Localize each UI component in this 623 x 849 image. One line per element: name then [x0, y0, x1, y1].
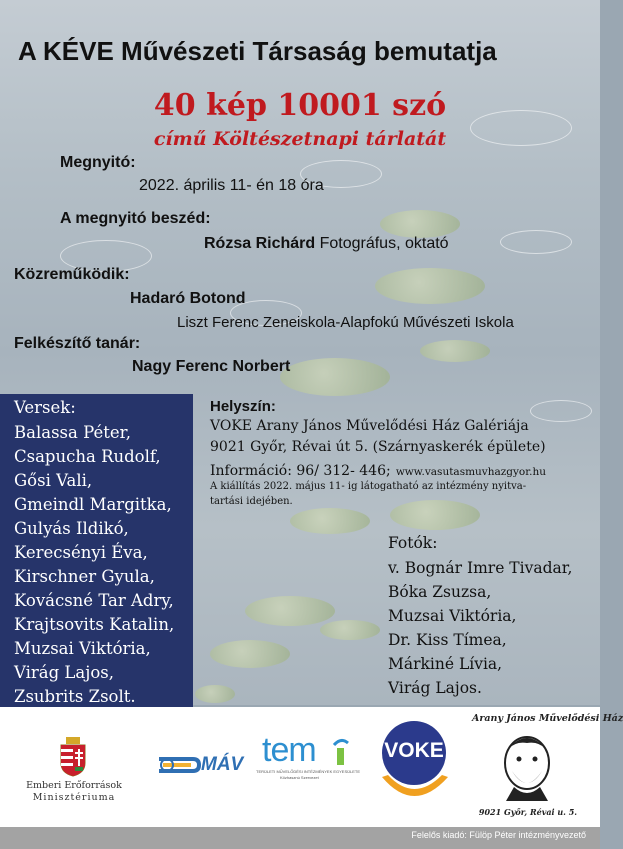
- list-item: Dr. Kiss Tímea,: [388, 631, 507, 649]
- mav-logo: [157, 751, 244, 779]
- page-title: A KÉVE Művészeti Társaság bemutatja: [18, 36, 497, 66]
- list-item: v. Bognár Imre Tivadar,: [388, 559, 573, 577]
- list-item: Csapucha Rudolf,: [14, 447, 161, 466]
- poets-label: Versek:: [14, 398, 76, 417]
- performer-school: Liszt Ferenc Zeneiskola-Alapfokú Művészeti Iskola: [177, 314, 514, 331]
- venue-note-2: tartási idejében.: [210, 496, 293, 507]
- performer-name: Hadaró Botond: [130, 290, 246, 307]
- speech-label: A megnyitó beszéd:: [60, 210, 211, 227]
- temi-subtitle-2: Közhasznú Szervezet: [280, 775, 319, 780]
- opening-label: Megnyitó:: [60, 154, 136, 171]
- list-item: Muzsai Viktória,: [388, 607, 517, 625]
- list-item: Muzsai Viktória,: [14, 639, 151, 658]
- temi-subtitle-1: TERÜLETI MŰVELŐDÉSI INTÉZMÉNYEK EGYESÜLETE: [256, 769, 361, 774]
- teacher-label: Felkészítő tanár:: [14, 335, 141, 352]
- list-item: Gulyás Ildikó,: [14, 519, 129, 538]
- list-item: Gősi Vali,: [14, 471, 93, 490]
- voke-emblem-icon: [372, 719, 456, 807]
- mav-train-icon: [157, 751, 201, 779]
- sponsor-logos: [0, 707, 623, 827]
- speaker-name: Rózsa Richárd: [204, 235, 316, 252]
- list-item: Gmeindl Margitka,: [14, 495, 172, 514]
- venue-address: 9021 Győr, Révai út 5. (Szárnyaskerék épülete): [210, 439, 546, 455]
- emmi-name-line-1: Emberi Erőforrások: [26, 780, 122, 791]
- opening-datetime: 2022. április 11- én 18 óra: [139, 177, 324, 194]
- arany-janos-name: Arany János Művelődési Ház: [472, 713, 623, 724]
- list-item: Bóka Zsuzsa,: [388, 583, 492, 601]
- emmi-name-line-2: Minisztériuma: [32, 792, 116, 803]
- arany-janos-logo: [468, 709, 623, 825]
- temi-label: tem: [262, 731, 316, 769]
- venue-note-1: A kiállítás 2022. május 11- ig látogatható az intézmény nyitva-: [210, 481, 527, 492]
- list-item: Kovácsné Tar Adry,: [14, 591, 174, 610]
- poets-panel: [0, 394, 193, 708]
- footer-bar: [0, 827, 600, 849]
- photographers-label: Fotók:: [388, 534, 438, 552]
- list-item: Zsubrits Zsolt.: [14, 687, 136, 706]
- venue-name: VOKE Arany János Művelődési Ház Galériája: [210, 418, 529, 434]
- teacher-name: Nagy Ferenc Norbert: [132, 358, 291, 375]
- speaker-role: Fotográfus, oktató: [319, 235, 449, 252]
- contrib-label: Közreműködik:: [14, 266, 130, 283]
- mav-label: MÁV: [201, 754, 244, 775]
- voke-label: VOKE: [384, 739, 444, 762]
- list-item: Virág Lajos.: [388, 679, 482, 697]
- voke-logo: [372, 719, 456, 807]
- hungarian-coat-of-arms-icon: [58, 737, 88, 777]
- publisher-note: Felelős kiadó: Fülöp Péter intézményvezető: [411, 830, 586, 840]
- venue-label: Helyszín:: [210, 398, 276, 415]
- list-item: Kerecsényi Éva,: [14, 543, 148, 562]
- list-item: Márkiné Lívia,: [388, 655, 503, 673]
- venue-info: [210, 460, 546, 479]
- temi-logo: [256, 731, 361, 783]
- exhibition-subtitle: című Költészetnapi tárlatát: [153, 128, 447, 150]
- list-item: Virág Lajos,: [14, 663, 114, 682]
- venue-url: www.vasutasmuvhazgyor.hu: [395, 466, 546, 478]
- speech-line: [204, 235, 449, 253]
- arany-janos-address: 9021 Győr, Révai u. 5.: [478, 807, 578, 817]
- list-item: Balassa Péter,: [14, 423, 131, 442]
- venue-phone: Információ: 96/ 312- 446;: [210, 463, 391, 479]
- list-item: Kirschner Gyula,: [14, 567, 155, 586]
- list-item: Krajtsovits Katalin,: [14, 615, 175, 634]
- exhibition-title: 40 kép 10001 szó: [153, 88, 447, 123]
- temi-i-icon: [332, 739, 350, 765]
